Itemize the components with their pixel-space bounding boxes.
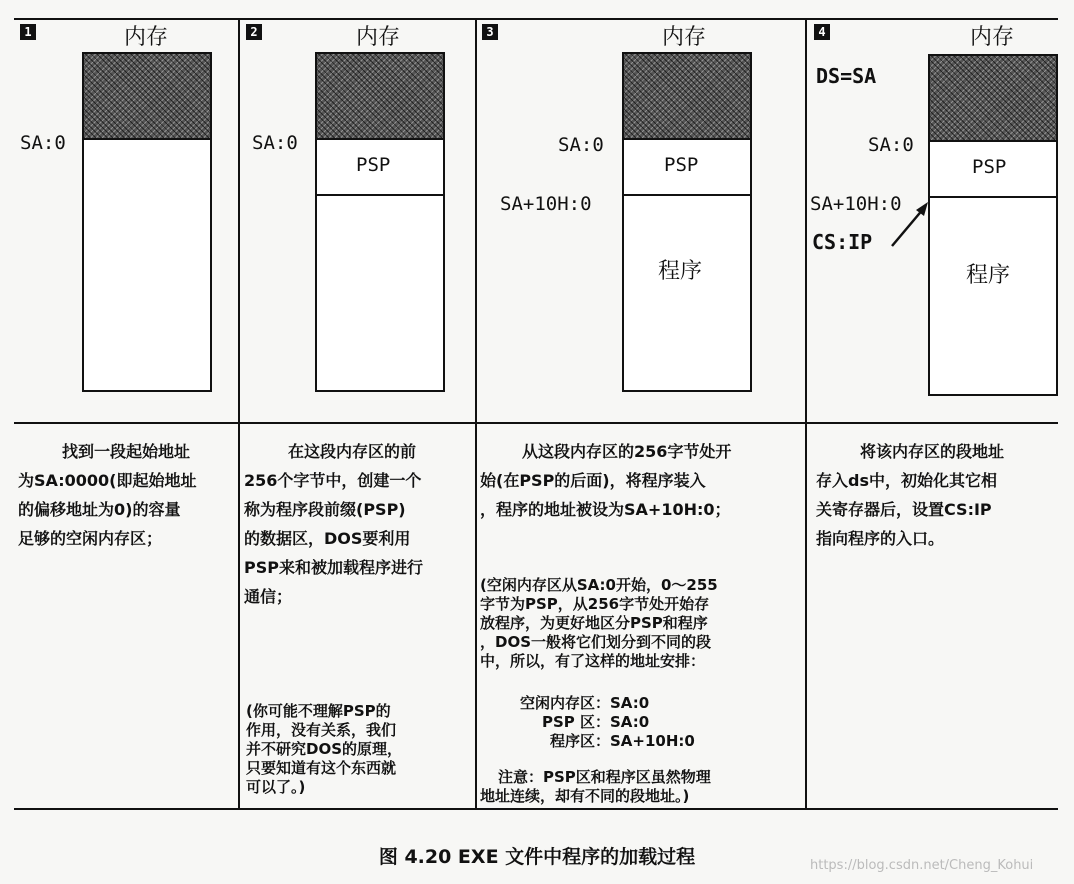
panel-1-memory-title: 内存 xyxy=(124,25,169,50)
address-name: 空闲内存区： xyxy=(519,694,610,712)
bottom-rule xyxy=(14,808,1058,810)
note-line: 地址连续，却有不同的段地址。) xyxy=(480,787,690,805)
desc-line: 的数据区，DOS要利用 xyxy=(244,529,411,548)
desc-line: 存入ds中，初始化其它相 xyxy=(816,471,997,490)
note-line: (空闲内存区从SA:0开始，0～255 xyxy=(480,576,718,594)
panel-1-free-memory-block xyxy=(82,138,212,392)
panel-3-psp-label: PSP xyxy=(664,154,699,176)
panel-3-psp-divider xyxy=(622,194,752,196)
address-row xyxy=(494,713,794,732)
desc-line: 从这段内存区的256字节处开 xyxy=(522,442,732,461)
column-divider-1 xyxy=(238,18,240,810)
address-value: SA:0 xyxy=(610,694,650,712)
panel-2-sa0-label: SA:0 xyxy=(252,132,298,154)
desc-line: ，程序的地址被设为SA+10H:0； xyxy=(480,500,731,519)
note-line: 中，所以，有了这样的地址安排： xyxy=(480,652,706,670)
address-value: SA:0 xyxy=(610,713,650,731)
address-name: PSP 区： xyxy=(541,713,610,731)
panel-4-psp-label: PSP xyxy=(972,156,1007,178)
top-rule xyxy=(14,18,1058,20)
note-line: ，DOS一般将它们划分到不同的段 xyxy=(480,633,712,651)
note-line: 放程序，为更好地区分PSP和程序 xyxy=(480,614,708,632)
panel-2-memory-block xyxy=(315,138,445,392)
panel-4-description xyxy=(816,437,1060,553)
desc-line: 关寄存器后，设置CS:IP xyxy=(816,500,992,519)
panel-2-psp-label: PSP xyxy=(356,154,391,176)
panel-4-psp-divider xyxy=(928,196,1058,198)
desc-line: 的偏移地址为0)的容量 xyxy=(18,500,181,519)
note-line: 字节为PSP，从256字节处开始存 xyxy=(480,595,710,613)
panel-4-number: 4 xyxy=(814,24,830,40)
watermark: https://blog.csdn.net/Cheng_Kohui xyxy=(810,858,1034,873)
address-name: 程序区： xyxy=(549,732,610,750)
note-line: 注意：PSP区和程序区虽然物理 xyxy=(498,768,711,786)
panel-2-description xyxy=(244,437,472,611)
desc-line: 将该内存区的段地址 xyxy=(860,442,1005,461)
panel-3-used-memory-block xyxy=(622,52,752,140)
figure-caption: 图 4.20 EXE 文件中程序的加载过程 xyxy=(378,846,696,868)
panel-4-ds-label: DS=SA xyxy=(816,64,877,88)
panel-2-psp-divider xyxy=(315,194,445,196)
panel-3-sa0-label: SA:0 xyxy=(558,134,604,156)
panel-1-number: 1 xyxy=(20,24,36,40)
panel-4-sa0-label: SA:0 xyxy=(868,134,914,156)
note-line: (你可能不理解PSP的 xyxy=(246,702,391,720)
panel-4-cs-ip-label: CS:IP xyxy=(812,230,873,254)
panel-3-note xyxy=(480,576,802,671)
panel-1-used-memory-block xyxy=(82,52,212,140)
column-divider-3 xyxy=(805,18,807,810)
column-divider-2 xyxy=(475,18,477,810)
panel-4-memory-title: 内存 xyxy=(970,25,1015,50)
desc-line: 称为程序段前缀(PSP) xyxy=(244,500,406,519)
panel-3-warning xyxy=(480,768,802,806)
note-line: 作用，没有关系，我们 xyxy=(246,721,397,739)
desc-line: 通信； xyxy=(244,587,293,606)
panel-3-number: 3 xyxy=(482,24,498,40)
note-line: 只要知道有这个东西就 xyxy=(246,759,397,777)
panel-4-used-memory-block xyxy=(928,54,1058,142)
note-line: 可以了。) xyxy=(246,778,306,796)
panel-3-program-label: 程序 xyxy=(658,259,703,284)
address-row xyxy=(494,732,794,751)
middle-rule xyxy=(14,422,1058,424)
panel-2-number: 2 xyxy=(246,24,262,40)
desc-line: 找到一段起始地址 xyxy=(62,442,191,461)
desc-line: 256个字节中，创建一个 xyxy=(244,471,422,490)
desc-line: 指向程序的入口。 xyxy=(816,529,945,548)
panel-3-memory-title: 内存 xyxy=(662,25,707,50)
desc-line: PSP来和被加载程序进行 xyxy=(244,558,423,577)
panel-3-description xyxy=(480,437,802,524)
note-line: 并不研究DOS的原理， xyxy=(246,740,403,758)
panel-1-sa0-label: SA:0 xyxy=(20,132,66,154)
desc-line: 为SA:0000(即起始地址 xyxy=(18,471,197,490)
desc-line: 在这段内存区的前 xyxy=(288,442,417,461)
panel-3-sa10-label: SA+10H:0 xyxy=(500,193,592,215)
panel-4-program-label: 程序 xyxy=(966,263,1011,288)
address-value: SA+10H:0 xyxy=(610,732,695,750)
panel-3-address-list xyxy=(494,694,794,751)
panel-1-description xyxy=(18,437,234,553)
address-row xyxy=(494,694,794,713)
panel-2-used-memory-block xyxy=(315,52,445,140)
desc-line: 始(在PSP的后面)，将程序装入 xyxy=(480,471,706,490)
panel-2-memory-title: 内存 xyxy=(356,25,401,50)
panel-4-sa10-label: SA+10H:0 xyxy=(810,193,902,215)
desc-line: 足够的空闲内存区； xyxy=(18,529,163,548)
cs-ip-arrow-icon xyxy=(886,196,934,252)
panel-2-note xyxy=(246,702,472,797)
